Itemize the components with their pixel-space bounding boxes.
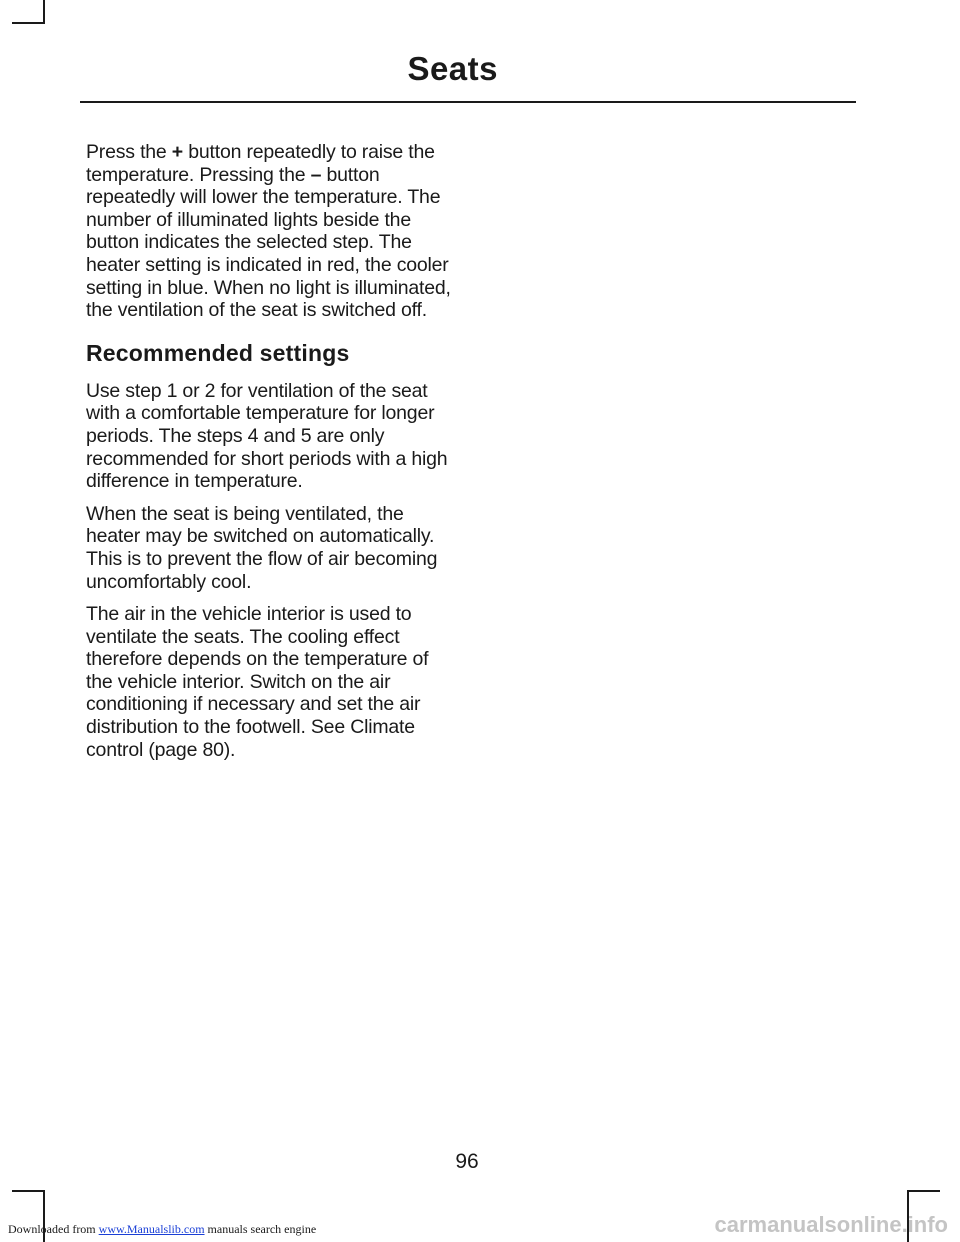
page-title: Seats	[407, 50, 498, 87]
paragraph-cooling-effect: The air in the vehicle interior is used to ventilate the seats. The cooling effect therefore depends on the temperature of the vehicle interior. Switch on the air conditioning if necessary and set the air distribution to the footwell. See Climate control (page 80).	[86, 603, 429, 761]
title-divider	[80, 101, 856, 103]
section-heading-recommended-settings: Recommended settings	[86, 339, 350, 366]
paragraph-text: button repeatedly to raise the temperature. Pressing the	[86, 141, 435, 186]
footer-suffix: manuals search engine	[204, 1222, 317, 1236]
crop-mark-bottom-left-horizontal	[12, 1190, 45, 1192]
download-footer	[8, 1222, 316, 1237]
paragraph-heater-auto: When the seat is being ventilated, the heater may be switched on automatically. This is to prevent the flow of air becoming uncomfortably cool.	[86, 502, 438, 593]
crop-mark-top-left-horizontal	[12, 22, 45, 24]
paragraph-text: Press the	[86, 141, 172, 163]
crop-mark-bottom-right-horizontal	[907, 1190, 940, 1192]
plus-symbol: +	[171, 141, 183, 163]
manualslib-link[interactable]: www.Manualslib.com	[98, 1222, 205, 1236]
minus-symbol: –	[310, 163, 322, 186]
watermark: carmanualsonline.info	[714, 1212, 948, 1237]
crop-mark-top-left-vertical	[43, 0, 45, 22]
paragraph-seat-ventilation-buttons	[86, 141, 454, 322]
paragraph-recommended-steps: Use step 1 or 2 for ventilation of the seat with a comfortable temperature for longer periods. The steps 4 and 5 are only recommended for short periods with a high difference in temperature.	[86, 379, 448, 493]
main-column	[86, 141, 454, 771]
page-number: 96	[455, 1150, 479, 1173]
footer-prefix: Downloaded from	[8, 1222, 99, 1236]
paragraph-text: button repeatedly will lower the temperature. The number of illuminated lights beside the button indicates the selected step. The heater setting is indicated in red, the cooler setting in blue. When no light is illuminated, the ventilation of the seat is switched off.	[86, 163, 451, 322]
